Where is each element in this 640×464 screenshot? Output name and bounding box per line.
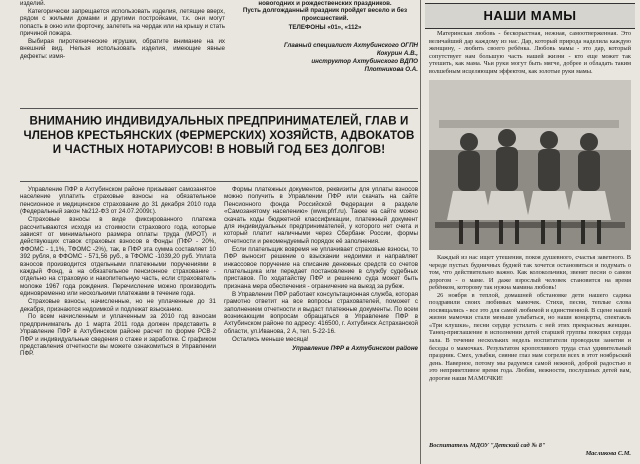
article-intro [429,30,631,76]
paragraph: Каждый из нас ищет утешения, покоя душевного, счастья заветного. В череде пустых будничных будней так хочется остановиться и подумать о том, что действительно важно. Как колокольчики, звенят песни о самом дорогом - о маме. И даже взрослый человек становится на время ребёнком, которому так нужна мамина любовь! [429,254,631,292]
paragraph: Материнская любовь - бескорыстная, нежная, самоотверженная. Это величайший дар каждому из нас. Дар, который природа наделила каждую женщину, - любить своего ребёнка. Любовь мамы - это дар, который сопутствует нам большую часть нашей жизни - кто еще может так утешить, как мама. Чьи руки могут быть мягче, добрее и обладать таким волшебным исцеляющим эффектом, как золотые руки мамы. [429,30,631,75]
paragraph: Остались меньше месяца! [232,335,309,343]
column-divider [420,0,421,464]
section-rule [20,181,418,182]
article-our-mothers [425,0,635,464]
paragraph: Если плательщик вовремя не уплачивает страховые взносы, то ПФР выносит решение о взыскании недоимки и направляет инкассовое поручение на списание денежных средств со счетов плательщика или передает постановление в службу судебных приставов. По ходатайству ПФР и решению суда может быть признана мера обеспечения - ограничение на выезд за рубеж. [224,245,418,290]
section-rule [20,108,418,109]
article-signature [429,442,631,458]
paragraph: 26 ноября в теплой, домашней обстановке дети нашего садика поздравили своих любимых мамочек. Стихи, песни, теплые слова посвящались - все это для самой любимой и единственной. В сцене нашей жизни мамочки стали меньше улыбаться, но наши концерты, спектакль «Три клушки», песни сердце устилать с ней этих прекрасных женщин. Танец-приглашение в исполнении детей старшей группы покорил сердца зала. В течение нескольких недель воспитатели проводили занятия и беседы о мамочках. Результатом кропотливого труда стал удивительный праздник. Смех, улыбки, сияние глаз мам согрели всех в этот ноябрьский день. Наверное, потому мы радуемся самой нежной, доброй радостью в это неприветливое время года. Любви, нежности, послушных детей вам, дорогие наши МАМОЧКИ! [429,291,631,382]
paragraph: В Управлении ПФР работает консультационная служба, которая грамотно ответит на все вопросы страхователей, поможет с заполнением отчетности и выдаст платежные документы. По всем возникающим вопросам обращаться в Управление ПФР в Ахтубинском районе по адресу: 416500, г. Ахтубинск Астраханской области, ул.Иванова, 2 А, тел. 5-22-16. [224,290,418,335]
article-headline: ВНИМАНИЮ ИНДИВИДУАЛЬНЫХ ПРЕДПРИНИМАТЕЛЕЙ, ГЛАВ И ЧЛЕНОВ КРЕСТЬЯНСКИХ (ФЕРМЕРСКИХ) ХОЗЯЙСТВ, АДВОКАТОВ И ЧАСТНЫХ НОТАРИУСОВ! В НОВЫЙ ГОД БЕЗ ДОЛГОВ! [23,113,415,157]
signature-line: Кокурин А.В., [376,49,418,57]
article-fireworks-continuation [20,0,225,61]
paragraph: По всем начисленным и уплаченным за 2010 год взносам предприниматель до 1 марта 2011 года должен представить в Управление ПФР в Ахтубинском районе расчет по форме РСВ-2 ПФР и индивидуальные сведения о стаже и заработке. С графиком представления отчетности вы можете ознакомиться в Управлении ПФР. [20,313,216,358]
paragraph: Формы платежных документов, реквизиты для уплаты взносов можно получить в Управлении ПФР или скачать на сайте Пенсионного фонда Российской Федерации в разделе «Самозанятому населению» (www.pfrf.ru). Также на сайте можно скачать коды бюджетной классификации, платежный документ для индивидуальных предпринимателей, у которого нет счета и который платит наличными через Сбербанк России, формы отчетности и рекомендуемый порядок её заполнения. [224,186,418,245]
signature-line: инструктор Ахтубинского ВДПО [311,57,418,65]
closing-line: Пусть долгожданный праздник пройдет весело и без происшествий. [242,7,408,22]
photo-illustration [429,80,631,250]
article-body [429,254,631,382]
signature-line: Главный специалист Ахтубинского ОГПН [283,41,418,49]
article-pfr-column-2 [224,186,418,352]
article-signature: Управление ПФР в Ахтубинском районе [292,345,418,353]
paragraph: Страховые взносы в виде фиксированного платежа рассчитываются исходя из стоимости страхового года, которые зависят от минимального размера оплаты труда (МРОТ) и действующих ставок страховых взносов в Фонды (ПФР - 20%, ФФОМС - 1,1%, ТФОМС -2%), так, в ПФР эта сумма составляет 10 392 рубля, в ФФОМС - 571,56 руб., в ТФОМС -1039,20 руб. Уплата взносов производится отдельными платежными поручениями в каждый Фонд, а на обязательное пенсионное страхование - отдельно на страховую и накопительную часть, если страхователь моложе 1967 года рождения. Перечисление можно производить единовременно или несколькими платежами в течение года. [20,216,216,298]
phones-line: ТЕЛЕФОНЫ «01», «112» [288,24,362,32]
signature-role: Воспитатель МДОУ "Детский сад № 8" [429,442,546,449]
article-fire-safety-end [232,0,418,74]
paragraph: Управление ПФР в Ахтубинском районе призывает самозанятое население уплатить страховые взносы на обязательное пенсионное и медицинское страхование до 31 декабря 2010 года (Федеральный закон №212-ФЗ от 24.07.2009г.). [20,186,216,216]
article-pfr-column-1 [20,186,216,358]
children-photo [429,80,631,250]
paragraph: Выбирая пиротехнические игрушки, обратите внимание на их внешний вид. Нельзя использовать изделия, имеющие явные дефекты: измя- [20,38,225,60]
signature-line: Плотникова О.А. [364,65,418,73]
closing-line: новогодних и рождественских праздников. [258,0,392,7]
article-signature [232,42,418,74]
signature-name: Масликова С.М. [585,450,631,457]
section-banner: НАШИ МАМЫ [425,3,635,29]
paragraph: Страховые взносы, начисленные, но не уплаченные до 31 декабря, признаются недоимкой и подлежат взысканию. [20,298,216,313]
paragraph: изделий. [20,0,46,7]
paragraph: Категорически запрещается использовать изделия, летящие вверх, рядом с жилыми домами и другими постройками, т.к. они могут попасть в окно или форточку, залететь на чердак или на крышу и стать причиной пожара. [20,7,225,38]
